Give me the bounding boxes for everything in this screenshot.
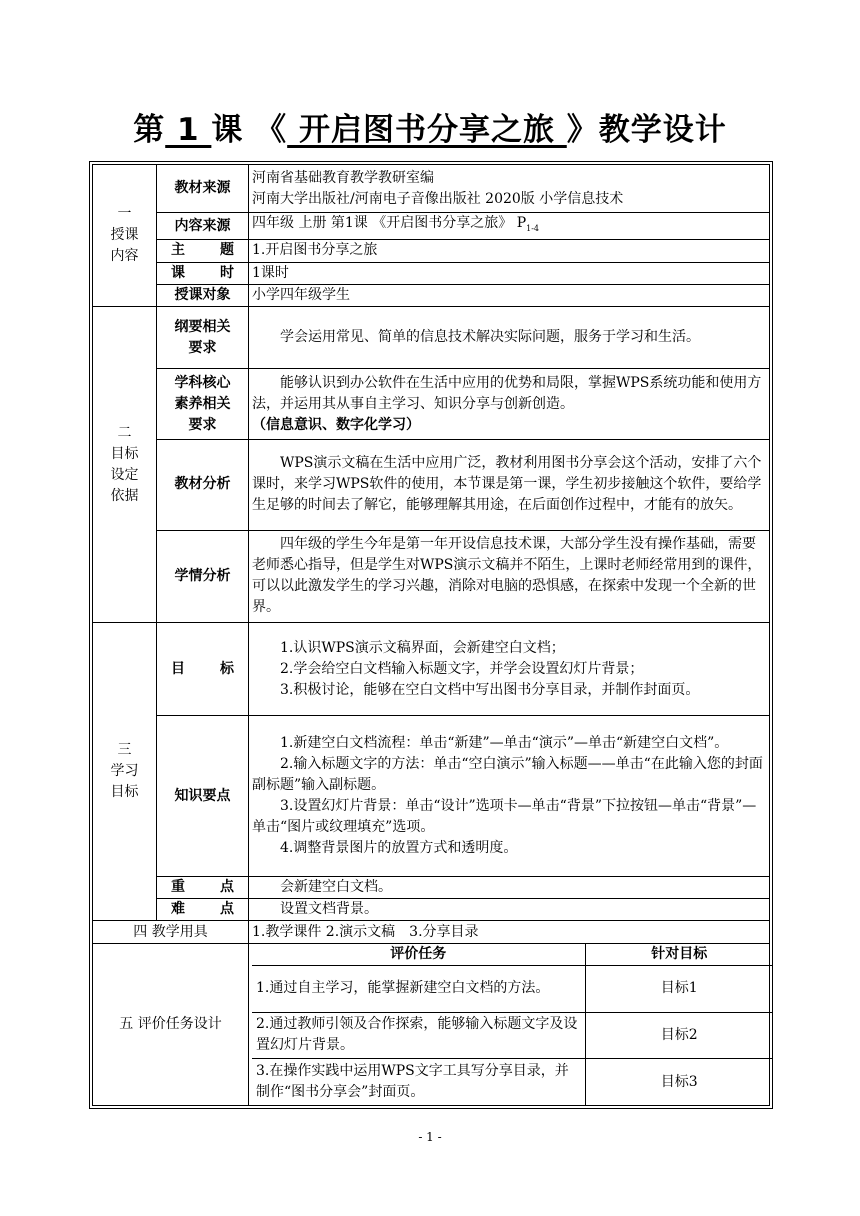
row-value-outline: 学会运用常见、简单的信息技术解决实际问题，服务于学习和生活。 xyxy=(249,306,770,368)
row-label-content-source: 内容来源 xyxy=(157,213,249,240)
row-label-outline: 纲要相关 要求 xyxy=(157,306,249,368)
eval-target: 目标3 xyxy=(585,1059,773,1105)
table-row xyxy=(93,715,770,876)
title-suffix: 》教学设计 xyxy=(566,112,727,148)
evaluation-cell xyxy=(249,943,770,1105)
table-row xyxy=(93,262,770,284)
table-row xyxy=(93,921,770,943)
section-4-label: 四 教学用具 xyxy=(93,921,249,943)
table-row xyxy=(93,439,770,530)
title-lesson-name: 开启图书分享之旅 xyxy=(287,112,567,148)
row-value-difficulty: 设置文档背景。 xyxy=(249,899,770,921)
row-label-focus: 重点 xyxy=(157,877,249,899)
table-row xyxy=(93,240,770,262)
section-3-label: 三 学习 目标 xyxy=(93,623,157,921)
table-row xyxy=(93,213,770,240)
evaluation-table xyxy=(252,944,773,1105)
page-title xyxy=(0,104,860,149)
eval-target: 目标1 xyxy=(585,966,773,1012)
row-label-topic: 主题 xyxy=(157,240,249,262)
table-row xyxy=(93,623,770,716)
lesson-plan-table xyxy=(92,164,770,1106)
header-target: 针对目标 xyxy=(585,944,773,966)
row-value-core-literacy: 能够认识到办公软件在生活中应用的优势和局限，掌握WPS系统功能和使用方法，并运用其从事自主学习、知识分享与创新创造。 （信息意识、数字化学习） xyxy=(249,369,770,440)
row-value-content-source: 四年级 上册 第1课 《开启图书分享之旅》 $P_{1-4}$ xyxy=(249,213,770,240)
table-row xyxy=(93,877,770,899)
table-row xyxy=(93,165,770,213)
section-5-label: 五 评价任务设计 xyxy=(93,943,249,1105)
section-1-label: 一 授课 内容 xyxy=(93,165,157,307)
row-value-hours: 1课时 xyxy=(249,262,770,284)
eval-target: 目标2 xyxy=(585,1012,773,1058)
row-label-audience: 授课对象 xyxy=(157,284,249,306)
row-value-objectives: 1.认识WPS演示文稿界面，会新建空白文档； 2.学会给空白文档输入标题文字，并学会设置幻灯片背景； 3.积极讨论，能够在空白文档中写出图书分享目录，并制作封面页。 xyxy=(249,623,770,716)
title-prefix: 第 xyxy=(133,112,166,148)
row-value-key-points: 1.新建空白文档流程：单击“新建”—单击“演示”—单击“新建空白文档”。 2.输入标题文字的方法：单击“空白演示”输入标题——单击“在此输入您的封面副标题”输入副标题。 3.设置幻灯片背景：单击“设计”选项卡—单击“背景”下拉按钮—单击“背景”—单击“图片或纹理填充”选项。 4.调整背景图片的放置方式和透明度。 xyxy=(249,715,770,876)
header-task: 评价任务 xyxy=(252,944,585,966)
row-value-textbook-analysis: WPS演示文稿在生活中应用广泛，教材利用图书分享会这个活动，安排了六个课时，来学习WPS软件的使用，本节课是第一课，学生初步接触这个软件，要给学生足够的时间去了解它，能够理解其用途，在后面创作过程中，才能有的放矢。 xyxy=(249,439,770,530)
row-label-objectives: 目标 xyxy=(157,623,249,716)
table-row xyxy=(93,369,770,440)
row-label-student-analysis: 学情分析 xyxy=(157,530,249,623)
title-lesson-number: 1 xyxy=(165,112,212,148)
row-label-textbook-analysis: 教材分析 xyxy=(157,439,249,530)
eval-task: 2.通过教师引领及合作探索，能够输入标题文字及设置幻灯片背景。 xyxy=(252,1012,585,1058)
row-label-difficulty: 难点 xyxy=(157,899,249,921)
row-value-student-analysis: 四年级的学生今年是第一年开设信息技术课，大部分学生没有操作基础，需要老师悉心指导，但是学生对WPS演示文稿并不陌生，上课时老师经常用到的课件，可以以此激发学生的学习兴趣，消除对电脑的恐惧感，在探索中发现一个全新的世界。 xyxy=(249,530,770,623)
table-row xyxy=(252,1012,773,1058)
table-row xyxy=(252,966,773,1012)
title-middle: 课 《 xyxy=(211,112,288,148)
row-value-teaching-tools: 1.教学课件 2.演示文稿 3.分享目录 xyxy=(249,921,770,943)
table-row xyxy=(93,530,770,623)
table-row xyxy=(93,306,770,368)
row-value-source: 河南省基础教育教学教研室编 河南大学出版社/河南电子音像出版社 2020版 小学信息技术 xyxy=(249,165,770,213)
row-value-audience: 小学四年级学生 xyxy=(249,284,770,306)
table-row xyxy=(93,899,770,921)
row-label-hours: 课时 xyxy=(157,262,249,284)
eval-task: 1.通过自主学习，能掌握新建空白文档的方法。 xyxy=(252,966,585,1012)
eval-task: 3.在操作实践中运用WPS文字工具写分享目录，并制作“图书分享会”封面页。 xyxy=(252,1059,585,1105)
row-value-focus: 会新建空白文档。 xyxy=(249,877,770,899)
row-value-topic: 1.开启图书分享之旅 xyxy=(249,240,770,262)
table-row xyxy=(252,1059,773,1105)
page-number: - 1 - xyxy=(418,1130,442,1144)
row-label-key-points: 知识要点 xyxy=(157,715,249,876)
table-row xyxy=(93,943,770,1105)
row-label-core-literacy: 学科核心 素养相关 要求 xyxy=(157,369,249,440)
section-2-label: 二 目标 设定 依据 xyxy=(93,306,157,622)
row-label-source: 教材来源 xyxy=(157,165,249,213)
table-row xyxy=(252,944,773,966)
table-row xyxy=(93,284,770,306)
